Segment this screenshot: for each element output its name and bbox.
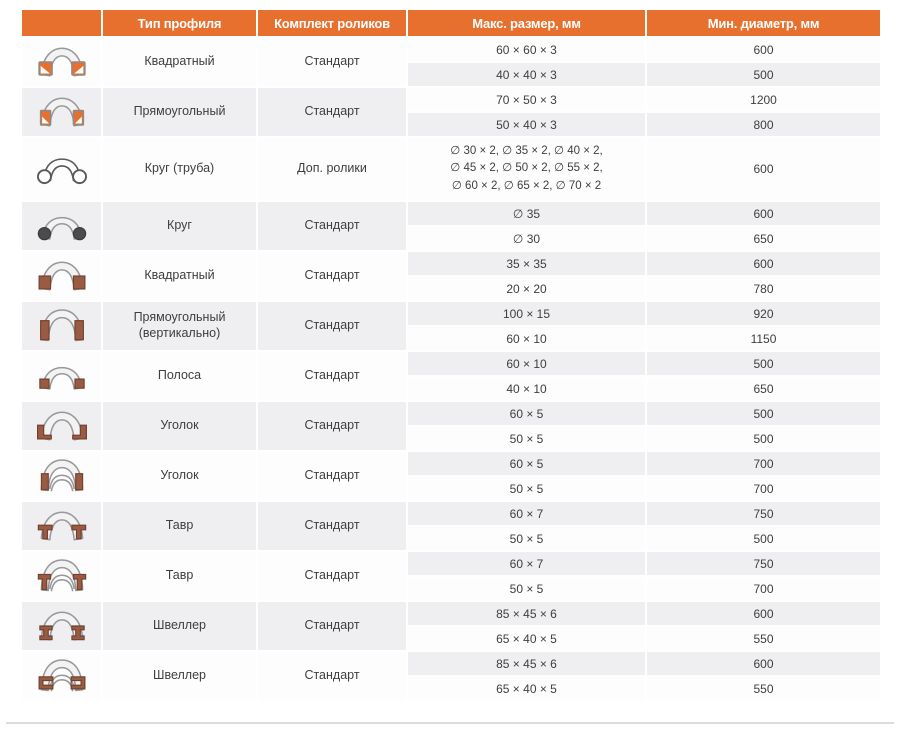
- table-row: [408, 138, 880, 200]
- size-diameter-rows: [408, 402, 880, 450]
- min-diameter-cell: 700: [647, 477, 880, 500]
- min-diameter-cell: 920: [647, 302, 880, 325]
- max-size-cell: 50 × 5: [408, 477, 647, 500]
- roller-kit-cell: Стандарт: [258, 352, 408, 400]
- min-diameter-cell: 750: [647, 552, 880, 575]
- max-size-cell: ∅ 30 × 2, ∅ 35 × 2, ∅ 40 × 2, ∅ 45 × 2, ∅ 50 × 2, ∅ 55 × 2, ∅ 60 × 2, ∅ 65 × 2, ∅ 70 × 2: [408, 138, 647, 200]
- min-diameter-cell: 600: [647, 138, 880, 200]
- size-diameter-rows: [408, 302, 880, 350]
- table-row: [408, 113, 880, 136]
- min-diameter-cell: 550: [647, 677, 880, 700]
- roller-kit-cell: Стандарт: [258, 88, 408, 136]
- min-diameter-cell: 500: [647, 527, 880, 550]
- max-size-cell: 85 × 45 × 6: [408, 602, 647, 625]
- roller-kit-cell: Стандарт: [258, 602, 408, 650]
- profile-group: [22, 302, 880, 352]
- max-size-cell: ∅ 30: [408, 227, 647, 250]
- profile-group: [22, 452, 880, 502]
- column-header-roller-kit: Комплект роликов: [258, 10, 408, 36]
- max-size-cell: 70 × 50 × 3: [408, 88, 647, 111]
- roller-kit-cell: Стандарт: [258, 402, 408, 450]
- max-size-cell: ∅ 35: [408, 202, 647, 225]
- channel-easy-profile-icon: [22, 652, 103, 700]
- size-diameter-rows: [408, 38, 880, 86]
- table-row: [408, 552, 880, 577]
- size-diameter-rows: [408, 252, 880, 300]
- max-size-cell: 50 × 5: [408, 527, 647, 550]
- table-row: [408, 577, 880, 600]
- flat-vertical-profile-icon: [22, 302, 103, 350]
- angle-in-profile-icon: [22, 452, 103, 500]
- size-diameter-rows: [408, 352, 880, 400]
- min-diameter-cell: 1150: [647, 327, 880, 350]
- table-row: [408, 202, 880, 227]
- max-size-cell: 20 × 20: [408, 277, 647, 300]
- min-diameter-cell: 1200: [647, 88, 880, 111]
- rect-tube-roller-profile-icon: [22, 88, 103, 136]
- min-diameter-cell: 550: [647, 627, 880, 650]
- profile-type-cell: Тавр: [103, 502, 258, 550]
- table-row: [408, 38, 880, 63]
- round-bar-profile-icon: [22, 202, 103, 250]
- max-size-cell: 50 × 5: [408, 577, 647, 600]
- column-header-profile-type: Тип профиля: [103, 10, 258, 36]
- roller-kit-cell: Стандарт: [258, 302, 408, 350]
- profile-group: [22, 38, 880, 88]
- min-diameter-cell: 500: [647, 352, 880, 375]
- profile-type-cell: Тавр: [103, 552, 258, 600]
- size-diameter-rows: [408, 452, 880, 500]
- roller-kit-cell: Стандарт: [258, 202, 408, 250]
- bottom-divider: [6, 722, 894, 724]
- max-size-cell: 60 × 5: [408, 452, 647, 475]
- round-tube-profile-icon: [22, 138, 103, 200]
- roller-kit-cell: Стандарт: [258, 552, 408, 600]
- profile-group: [22, 202, 880, 252]
- table-row: [408, 452, 880, 477]
- max-size-cell: 60 × 60 × 3: [408, 38, 647, 61]
- min-diameter-cell: 650: [647, 227, 880, 250]
- table-row: [408, 427, 880, 450]
- table-row: [408, 352, 880, 377]
- roller-kit-cell: Стандарт: [258, 652, 408, 700]
- max-size-cell: 85 × 45 × 6: [408, 652, 647, 675]
- table-header-row: [22, 10, 880, 38]
- min-diameter-cell: 650: [647, 377, 880, 400]
- min-diameter-cell: 700: [647, 452, 880, 475]
- table-row: [408, 602, 880, 627]
- max-size-cell: 65 × 40 × 5: [408, 627, 647, 650]
- profile-group: [22, 552, 880, 602]
- profile-group: [22, 502, 880, 552]
- profile-group: [22, 252, 880, 302]
- roller-kit-cell: Стандарт: [258, 452, 408, 500]
- max-size-cell: 50 × 40 × 3: [408, 113, 647, 136]
- table-row: [408, 677, 880, 700]
- tee-profile-icon: [22, 502, 103, 550]
- profile-group: [22, 352, 880, 402]
- min-diameter-cell: 500: [647, 63, 880, 86]
- table-row: [408, 652, 880, 677]
- profile-type-cell: Квадратный: [103, 252, 258, 300]
- max-size-cell: 60 × 7: [408, 552, 647, 575]
- roller-kit-cell: Стандарт: [258, 38, 408, 86]
- profile-type-cell: Швеллер: [103, 652, 258, 700]
- max-size-cell: 100 × 15: [408, 302, 647, 325]
- square-bar-profile-icon: [22, 252, 103, 300]
- min-diameter-cell: 600: [647, 202, 880, 225]
- profile-group: [22, 652, 880, 702]
- strip-profile-icon: [22, 352, 103, 400]
- min-diameter-cell: 600: [647, 38, 880, 61]
- table-row: [408, 327, 880, 350]
- channel-hard-profile-icon: [22, 602, 103, 650]
- size-diameter-rows: [408, 202, 880, 250]
- min-diameter-cell: 700: [647, 577, 880, 600]
- min-diameter-cell: 800: [647, 113, 880, 136]
- min-diameter-cell: 780: [647, 277, 880, 300]
- max-size-cell: 60 × 10: [408, 327, 647, 350]
- roller-kit-cell: Доп. ролики: [258, 138, 408, 200]
- min-diameter-cell: 600: [647, 652, 880, 675]
- size-diameter-rows: [408, 602, 880, 650]
- max-size-cell: 40 × 40 × 3: [408, 63, 647, 86]
- profile-type-cell: Круг: [103, 202, 258, 250]
- table-row: [408, 477, 880, 500]
- size-diameter-rows: [408, 138, 880, 200]
- profile-type-cell: Прямоугольный: [103, 88, 258, 136]
- profile-type-cell: Швеллер: [103, 602, 258, 650]
- size-diameter-rows: [408, 88, 880, 136]
- column-header-icon: [22, 10, 103, 36]
- min-diameter-cell: 600: [647, 602, 880, 625]
- profile-group: [22, 88, 880, 138]
- table-row: [408, 527, 880, 550]
- max-size-cell: 60 × 10: [408, 352, 647, 375]
- column-header-max-size: Макс. размер, мм: [408, 10, 647, 36]
- max-size-cell: 65 × 40 × 5: [408, 677, 647, 700]
- min-diameter-cell: 600: [647, 252, 880, 275]
- table-row: [408, 252, 880, 277]
- size-diameter-rows: [408, 652, 880, 700]
- profile-type-cell: Уголок: [103, 452, 258, 500]
- profile-type-cell: Круг (труба): [103, 138, 258, 200]
- min-diameter-cell: 500: [647, 402, 880, 425]
- profile-type-cell: Квадратный: [103, 38, 258, 86]
- profile-type-cell: Уголок: [103, 402, 258, 450]
- max-size-cell: 60 × 5: [408, 402, 647, 425]
- table-row: [408, 502, 880, 527]
- roller-kit-cell: Стандарт: [258, 502, 408, 550]
- column-header-min-diameter: Мин. диаметр, мм: [647, 10, 880, 36]
- max-size-cell: 60 × 7: [408, 502, 647, 525]
- table-row: [408, 302, 880, 327]
- table-row: [408, 88, 880, 113]
- table-row: [408, 402, 880, 427]
- profile-group: [22, 402, 880, 452]
- size-diameter-rows: [408, 502, 880, 550]
- profile-type-cell: Прямоугольный (вертикально): [103, 302, 258, 350]
- tee-ribbed-profile-icon: [22, 552, 103, 600]
- profile-group: [22, 138, 880, 202]
- profile-type-cell: Полоса: [103, 352, 258, 400]
- roller-kit-cell: Стандарт: [258, 252, 408, 300]
- table-row: [408, 227, 880, 250]
- table-row: [408, 627, 880, 650]
- profile-spec-table: [22, 10, 880, 702]
- table-row: [408, 377, 880, 400]
- max-size-cell: 40 × 10: [408, 377, 647, 400]
- max-size-cell: 35 × 35: [408, 252, 647, 275]
- min-diameter-cell: 500: [647, 427, 880, 450]
- min-diameter-cell: 750: [647, 502, 880, 525]
- table-body: [22, 38, 880, 702]
- profile-group: [22, 602, 880, 652]
- table-row: [408, 63, 880, 86]
- size-diameter-rows: [408, 552, 880, 600]
- max-size-cell: 50 × 5: [408, 427, 647, 450]
- angle-out-profile-icon: [22, 402, 103, 450]
- table-row: [408, 277, 880, 300]
- square-tube-roller-profile-icon: [22, 38, 103, 86]
